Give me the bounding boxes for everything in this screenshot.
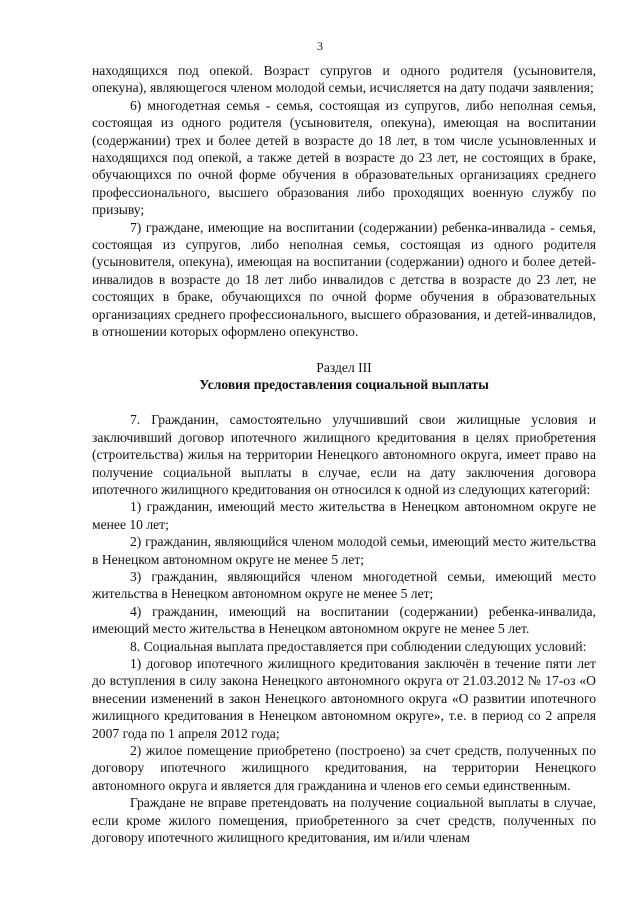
section-label: Раздел III — [316, 359, 372, 375]
paragraph-condition-2: 2) жилое помещение приобретено (построено) за счет средств, полученных по договору ипотечного жилищного кредитования, на территории Ненецкого автономного округа и является для гражданина и членов его семьи единственным. — [92, 743, 596, 793]
section-title: Условия предоставления социальной выплаты — [199, 376, 489, 392]
paragraph-continuation: находящихся под опекой. Возраст супругов и одного родителя (усыновителя, опекуна), являющегося членом молодой семьи, исчисляется на дату подачи заявления; — [92, 63, 596, 96]
page-number: 3 — [317, 39, 323, 53]
paragraph-category-4: 4) гражданин, имеющий на воспитании (содержании) ребенка-инвалида, имеющий место жительства в Ненецком автономном округе не менее 5 лет. — [92, 603, 596, 637]
paragraph-condition-1: 1) договор ипотечного жилищного кредитования заключён в течение пяти лет до вступления в силу закона Ненецкого автономного округа от 21.03.2012 № 17-оз «О внесении изменений в закон Ненецкого автономного округа «О развитии ипотечного жилищного кредитования в Ненецком автономном округе», т.е. в период со 2 апреля 2007 года по 1 апреля 2012 года; — [92, 656, 596, 741]
paragraph-category-1: 1) гражданин, имеющий место жительства в Ненецком автономном округе не менее 10 лет; — [92, 499, 596, 532]
paragraph-category-2: 2) гражданин, являющийся членом молодой семьи, имеющий место жительства в Ненецком автономном округе не менее 5 лет; — [92, 534, 596, 567]
paragraph-clause-7: 7. Гражданин, самостоятельно улучшивший свои жилищные условия и заключивший договор ипотечного жилищного кредитования в целях приобретения (строительства) жилья на территории Ненецкого автономного округа, имеет право на получение социальной выплаты в случае, если на дату заключения договора ипотечного жилищного кредитования он относился к одной из следующих категорий: — [92, 412, 596, 497]
paragraph-category-3: 3) гражданин, являющийся членом многодетной семьи, имеющий место жительства в Ненецком автономном округе не менее 5 лет; — [92, 568, 596, 602]
document-body — [92, 62, 596, 846]
paragraph-clause-8: 8. Социальная выплата предоставляется при соблюдении следующих условий: — [130, 638, 587, 654]
paragraph-item-7: 7) граждане, имеющие на воспитании (содержании) ребенка-инвалида - семья, состоящая из супругов, либо неполная семья, состоящая из одного родителя (усыновителя, опекуна), имеющая на воспитании (содержании) одного и более детей-инвалидов в возрасте до 18 лет либо инвалидов с детства в возрасте до 23 лет, не состоящих в браке, обучающихся по очной форме обучения в образовательных организациях среднего профессионального, высшего образования, и детей-инвалидов, в отношении которых оформлено опекунство. — [92, 219, 596, 340]
paragraph-restriction: Граждане не вправе претендовать на получение социальной выплаты в случае, если кроме жилого помещения, приобретенного за счет средств, полученных по договору ипотечного жилищного кредитования, им и/или членам — [92, 795, 596, 846]
paragraph-item-6: 6) многодетная семья - семья, состоящая из супругов, либо неполная семья, состоящая из одного родителя (усыновителя, опекуна), имеющая на воспитании (содержании) трех и более детей в возрасте до 18 лет, в том числе усыновленных и находящихся под опекой, а также детей в возрасте до 23 лет, не состоящих в браке, обучающихся по очной форме обучения в образовательных организациях среднего профессионального, высшего образования либо проходящих военную службу по призыву; — [92, 97, 596, 218]
